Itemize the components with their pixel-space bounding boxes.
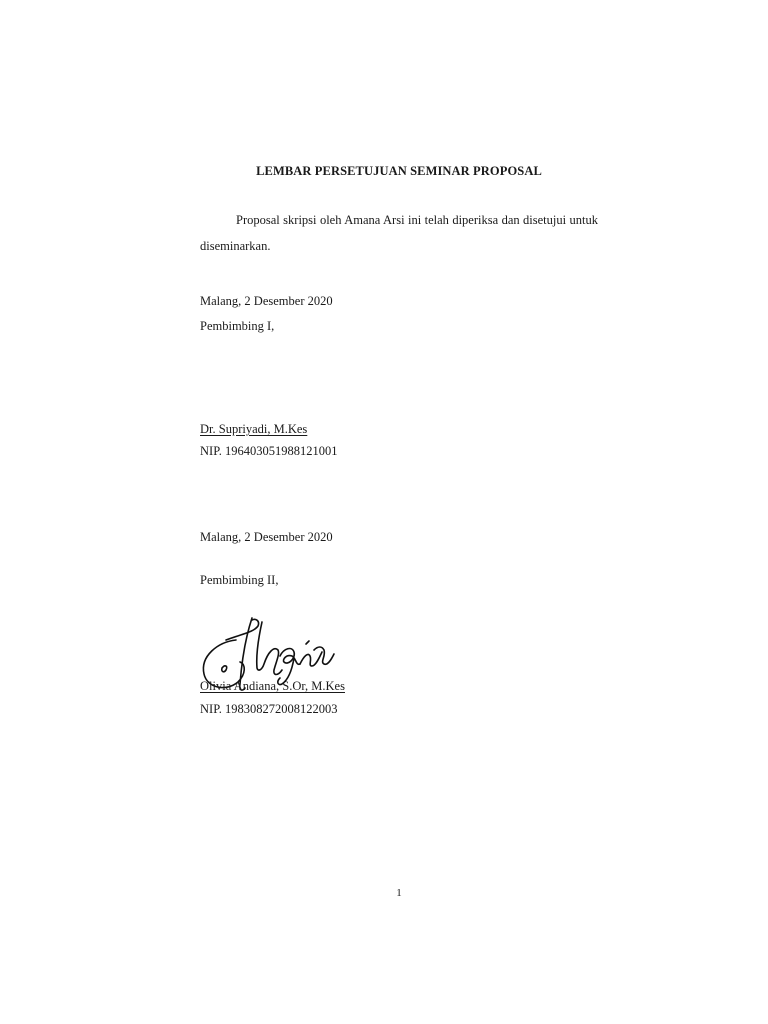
approval-paragraph <box>200 207 598 259</box>
advisor2-place-date: Malang, 2 Desember 2020 <box>200 530 333 544</box>
advisor1-nip: NIP. 196403051988121001 <box>200 444 338 458</box>
page-number: 1 <box>396 887 402 899</box>
document-title: LEMBAR PERSETUJUAN SEMINAR PROPOSAL <box>256 164 542 178</box>
advisor2-role: Pembimbing II, <box>200 573 279 587</box>
advisor1-name: Dr. Supriyadi, M.Kes <box>200 422 308 436</box>
advisor2-name: Olivia Andiana, S.Or, M.Kes <box>200 679 345 693</box>
advisor1-place-date: Malang, 2 Desember 2020 <box>200 294 333 308</box>
advisor1-role: Pembimbing I, <box>200 319 275 333</box>
approval-paragraph-text: Proposal skripsi oleh Amana Arsi ini telah diperiksa dan disetujui untuk diseminarkan. <box>200 213 598 253</box>
advisor2-nip: NIP. 198308272008122003 <box>200 702 338 716</box>
